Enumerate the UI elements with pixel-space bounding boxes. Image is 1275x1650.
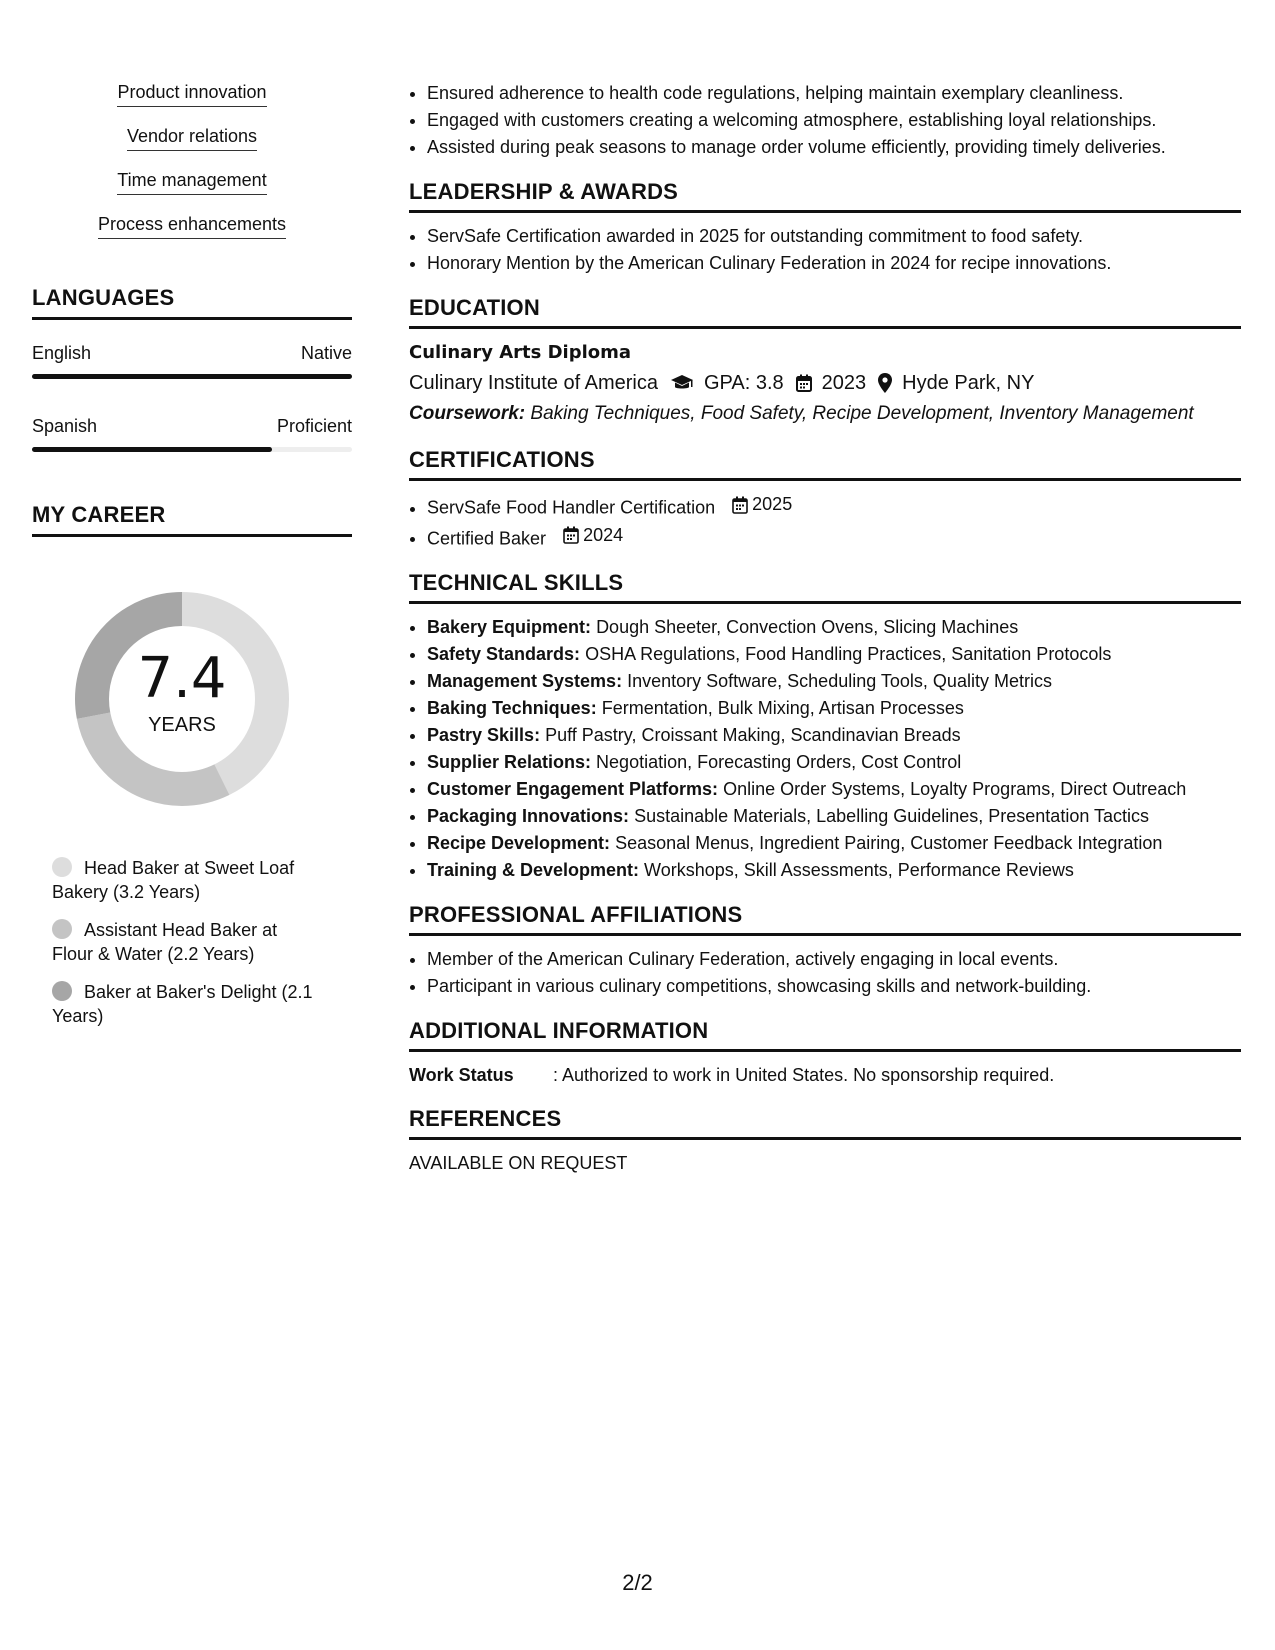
education-school: Culinary Institute of America bbox=[409, 372, 658, 394]
certification-name: Certified Baker bbox=[427, 528, 547, 548]
education-gpa: GPA: 3.8 bbox=[704, 372, 784, 394]
coursework-value: Baking Techniques, Food Safety, Recipe Development, Inventory Management bbox=[530, 403, 1194, 424]
career-legend bbox=[52, 856, 322, 1028]
skills-list bbox=[32, 80, 352, 239]
skill-category: Baking Techniques: bbox=[427, 698, 597, 718]
certification-date bbox=[732, 491, 792, 518]
coursework-label: Coursework: bbox=[409, 403, 526, 424]
page-number: 2/2 bbox=[622, 1570, 653, 1595]
skill-category: Packaging Innovations: bbox=[427, 806, 630, 826]
skill-category: Bakery Equipment: bbox=[427, 617, 592, 637]
leadership-heading: LEADERSHIP & AWARDS bbox=[409, 179, 1241, 213]
education-heading: EDUCATION bbox=[409, 295, 1241, 329]
skill-category: Pastry Skills: bbox=[427, 725, 541, 745]
location-pin-icon bbox=[878, 373, 892, 393]
legend-item bbox=[52, 856, 322, 904]
skill-values: Workshops, Skill Assessments, Performance Reviews bbox=[644, 860, 1074, 880]
skill-category: Training & Development: bbox=[427, 860, 640, 880]
skill-category: Supplier Relations: bbox=[427, 752, 592, 772]
skill-values: Fermentation, Bulk Mixing, Artisan Processes bbox=[601, 698, 964, 718]
calendar-icon bbox=[796, 374, 812, 392]
education-year: 2023 bbox=[821, 372, 867, 394]
languages-heading: LANGUAGES bbox=[32, 285, 352, 320]
list-item: • ServSafe Certification awarded in 2025 for outstanding commitment to food safety. bbox=[427, 223, 1241, 250]
list-item: • Ensured adherence to health code regulations, helping maintain exemplary cleanliness. bbox=[427, 80, 1241, 107]
skill-category: Customer Engagement Platforms: bbox=[427, 779, 719, 799]
skill-item bbox=[32, 124, 352, 151]
skill-values: Negotiation, Forecasting Orders, Cost Control bbox=[596, 752, 962, 772]
skill-label: Time management bbox=[117, 168, 266, 195]
list-item: • Assisted during peak seasons to manage order volume efficiently, providing timely deliveries. bbox=[427, 134, 1241, 161]
skill-values: Online Order Systems, Loyalty Programs, Direct Outreach bbox=[723, 779, 1187, 799]
affiliations-list bbox=[409, 946, 1241, 1000]
references-value: AVAILABLE ON REQUEST bbox=[409, 1153, 628, 1173]
legend-label: Baker at Baker's Delight (2.1 Years) bbox=[52, 982, 313, 1026]
certification-name: ServSafe Food Handler Certification bbox=[427, 497, 716, 518]
language-name: English bbox=[32, 343, 92, 363]
legend-dot bbox=[52, 857, 72, 877]
language-level: Native bbox=[300, 343, 352, 363]
language-bar bbox=[32, 447, 352, 452]
skill-values: Seasonal Menus, Ingredient Pairing, Customer Feedback Integration bbox=[615, 833, 1163, 853]
legend-dot bbox=[52, 981, 72, 1001]
list-item: • Member of the American Culinary Federation, actively engaging in local events. bbox=[427, 946, 1241, 973]
language-english bbox=[32, 342, 352, 379]
skill-category: Recipe Development: bbox=[427, 833, 611, 853]
career-section bbox=[32, 502, 352, 1028]
education-entry bbox=[409, 339, 1241, 429]
work-status-row bbox=[409, 1062, 1241, 1088]
legend-dot bbox=[52, 919, 72, 939]
legend-label: Assistant Head Baker at Flour & Water (2.2 Years) bbox=[52, 920, 278, 964]
list-item bbox=[427, 641, 1241, 668]
career-heading: MY CAREER bbox=[32, 502, 352, 537]
skill-values: OSHA Regulations, Food Handling Practices, Sanitation Protocols bbox=[585, 644, 1112, 664]
list-item bbox=[427, 830, 1241, 857]
experience-bullets bbox=[409, 80, 1241, 161]
list-item bbox=[427, 749, 1241, 776]
list-item bbox=[427, 522, 1241, 553]
skill-values: Puff Pastry, Croissant Making, Scandinavian Breads bbox=[545, 725, 961, 745]
skill-values: Sustainable Materials, Labelling Guidelines, Presentation Tactics bbox=[634, 806, 1150, 826]
skill-item bbox=[32, 80, 352, 107]
education-coursework bbox=[409, 399, 1241, 429]
technical-skills-heading: TECHNICAL SKILLS bbox=[409, 570, 1241, 604]
skill-label: Process enhancements bbox=[98, 212, 286, 239]
certification-year: 2025 bbox=[752, 494, 793, 514]
list-item bbox=[427, 776, 1241, 803]
language-level: Proficient bbox=[276, 416, 352, 436]
skill-label: Product innovation bbox=[117, 80, 266, 107]
education-degree: Culinary Arts Diploma bbox=[409, 342, 632, 363]
leadership-list bbox=[409, 223, 1241, 277]
legend-item bbox=[52, 918, 322, 966]
list-item bbox=[427, 857, 1241, 884]
affiliations-heading: PROFESSIONAL AFFILIATIONS bbox=[409, 902, 1241, 936]
skill-values: Dough Sheeter, Convection Ovens, Slicing Machines bbox=[596, 617, 1019, 637]
legend-item bbox=[52, 980, 322, 1028]
skill-values: Inventory Software, Scheduling Tools, Quality Metrics bbox=[627, 671, 1052, 691]
career-unit: YEARS bbox=[148, 714, 216, 736]
list-item: • Participant in various culinary competitions, showcasing skills and network-building. bbox=[427, 973, 1241, 1000]
calendar-icon bbox=[563, 526, 579, 544]
education-location: Hyde Park, NY bbox=[902, 372, 1035, 394]
language-bar bbox=[32, 374, 352, 379]
list-item bbox=[427, 722, 1241, 749]
list-item bbox=[427, 491, 1241, 522]
list-item bbox=[427, 668, 1241, 695]
certifications-list bbox=[409, 491, 1241, 552]
skill-category: Safety Standards: bbox=[427, 644, 581, 664]
main-content bbox=[409, 80, 1241, 1176]
skill-item bbox=[32, 212, 352, 239]
list-item bbox=[427, 803, 1241, 830]
list-item bbox=[427, 614, 1241, 641]
language-spanish bbox=[32, 415, 352, 452]
work-status-label: Work Status bbox=[409, 1065, 514, 1085]
language-name: Spanish bbox=[32, 416, 98, 436]
career-total: 7.4 bbox=[137, 646, 227, 711]
certifications-heading: CERTIFICATIONS bbox=[409, 447, 1241, 481]
skill-item bbox=[32, 168, 352, 195]
certification-date bbox=[563, 522, 623, 549]
references-heading: REFERENCES bbox=[409, 1106, 1241, 1140]
language-bar-fill bbox=[32, 447, 272, 452]
languages-section bbox=[32, 285, 352, 452]
education-details bbox=[409, 367, 1241, 399]
technical-skills-list bbox=[409, 614, 1241, 884]
calendar-icon bbox=[732, 496, 748, 514]
language-bar-fill bbox=[32, 374, 352, 379]
list-item: • Engaged with customers creating a welcoming atmosphere, establishing loyal relationships. bbox=[427, 107, 1241, 134]
career-donut-chart bbox=[62, 579, 302, 819]
legend-label: Head Baker at Sweet Loaf Bakery (3.2 Years) bbox=[52, 858, 295, 902]
skill-category: Management Systems: bbox=[427, 671, 623, 691]
graduation-cap-icon bbox=[670, 374, 694, 392]
additional-info-heading: ADDITIONAL INFORMATION bbox=[409, 1018, 1241, 1052]
sidebar bbox=[32, 80, 352, 1042]
skill-label: Vendor relations bbox=[127, 124, 257, 151]
work-status-value: : Authorized to work in United States. No sponsorship required. bbox=[553, 1065, 1055, 1085]
list-item: • Honorary Mention by the American Culinary Federation in 2024 for recipe innovations. bbox=[427, 250, 1241, 277]
list-item bbox=[427, 695, 1241, 722]
certification-year: 2024 bbox=[583, 524, 624, 545]
